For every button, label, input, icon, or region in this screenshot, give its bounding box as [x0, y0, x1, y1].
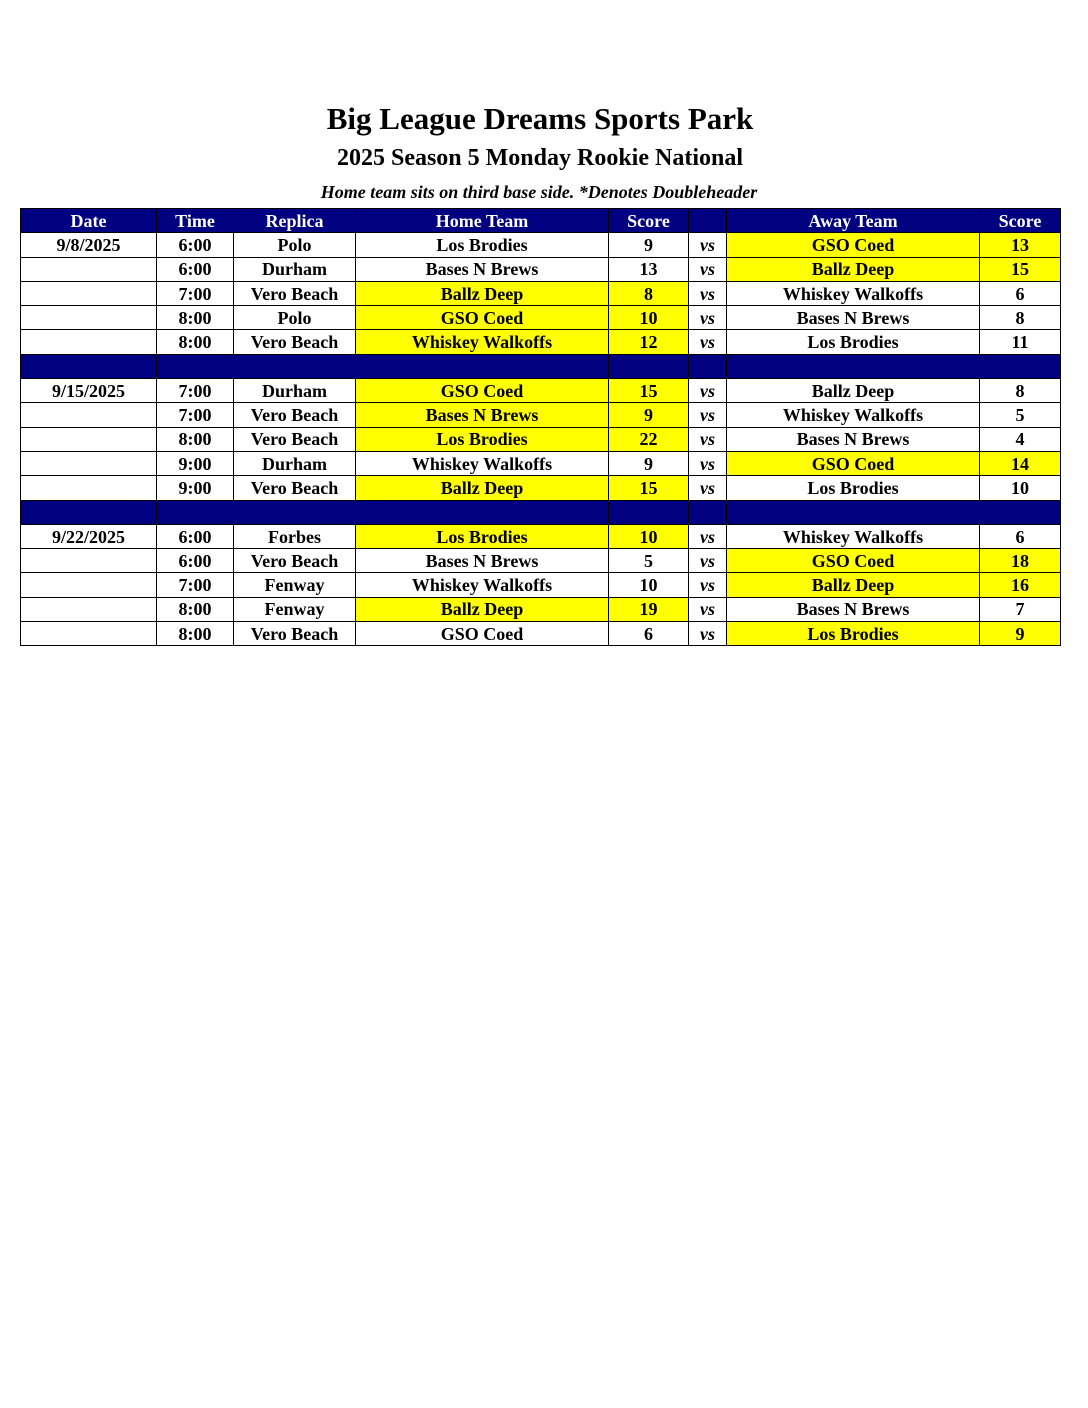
home-score-cell: 15: [609, 379, 689, 403]
vs-cell: vs: [689, 403, 727, 427]
column-header-away-score: Score: [980, 209, 1061, 233]
replica-cell: Vero Beach: [234, 622, 356, 646]
home-team-cell: GSO Coed: [356, 306, 609, 330]
separator-cell: [609, 500, 689, 524]
separator-cell: [234, 354, 356, 378]
home-score-cell: 10: [609, 573, 689, 597]
home-score-cell: 8: [609, 281, 689, 305]
replica-cell: Vero Beach: [234, 476, 356, 500]
vs-cell: vs: [689, 281, 727, 305]
date-cell: 9/22/2025: [21, 524, 157, 548]
away-team-cell: GSO Coed: [727, 233, 980, 257]
away-team-cell: Los Brodies: [727, 476, 980, 500]
separator-cell: [21, 354, 157, 378]
vs-cell: vs: [689, 427, 727, 451]
time-cell: 8:00: [157, 427, 234, 451]
table-row: [21, 549, 1061, 573]
time-cell: 7:00: [157, 379, 234, 403]
away-score-cell: 18: [980, 549, 1061, 573]
column-header-vs: [689, 209, 727, 233]
table-row: [21, 597, 1061, 621]
replica-cell: Polo: [234, 233, 356, 257]
away-score-cell: 9: [980, 622, 1061, 646]
home-score-cell: 10: [609, 306, 689, 330]
date-separator-row: [21, 354, 1061, 378]
vs-cell: vs: [689, 379, 727, 403]
date-cell: 9/15/2025: [21, 379, 157, 403]
vs-cell: vs: [689, 597, 727, 621]
table-row: [21, 451, 1061, 475]
vs-cell: vs: [689, 306, 727, 330]
vs-cell: vs: [689, 451, 727, 475]
away-score-cell: 6: [980, 524, 1061, 548]
date-cell: 9/8/2025: [21, 233, 157, 257]
away-score-cell: 10: [980, 476, 1061, 500]
replica-cell: Durham: [234, 379, 356, 403]
column-header-home-score: Score: [609, 209, 689, 233]
table-row: [21, 281, 1061, 305]
replica-cell: Polo: [234, 306, 356, 330]
away-score-cell: 7: [980, 597, 1061, 621]
time-cell: 7:00: [157, 281, 234, 305]
home-team-cell: Ballz Deep: [356, 597, 609, 621]
date-separator-row: [21, 500, 1061, 524]
home-team-cell: Whiskey Walkoffs: [356, 330, 609, 354]
separator-cell: [727, 354, 980, 378]
home-team-cell: Whiskey Walkoffs: [356, 573, 609, 597]
away-team-cell: Whiskey Walkoffs: [727, 403, 980, 427]
separator-cell: [609, 354, 689, 378]
replica-cell: Vero Beach: [234, 281, 356, 305]
away-team-cell: GSO Coed: [727, 549, 980, 573]
away-score-cell: 8: [980, 306, 1061, 330]
separator-cell: [234, 500, 356, 524]
replica-cell: Fenway: [234, 597, 356, 621]
date-cell: [21, 451, 157, 475]
table-row: [21, 403, 1061, 427]
time-cell: 8:00: [157, 306, 234, 330]
away-team-cell: Ballz Deep: [727, 573, 980, 597]
replica-cell: Forbes: [234, 524, 356, 548]
vs-cell: vs: [689, 573, 727, 597]
schedule-table: [20, 208, 1061, 646]
time-cell: 8:00: [157, 622, 234, 646]
column-header-date: Date: [21, 209, 157, 233]
home-team-cell: Los Brodies: [356, 233, 609, 257]
away-team-cell: Los Brodies: [727, 622, 980, 646]
table-row: [21, 573, 1061, 597]
table-header-row: [21, 209, 1061, 233]
replica-cell: Vero Beach: [234, 427, 356, 451]
home-team-cell: GSO Coed: [356, 379, 609, 403]
separator-cell: [157, 500, 234, 524]
away-score-cell: 5: [980, 403, 1061, 427]
table-row: [21, 330, 1061, 354]
separator-cell: [689, 354, 727, 378]
away-score-cell: 6: [980, 281, 1061, 305]
away-score-cell: 4: [980, 427, 1061, 451]
home-score-cell: 22: [609, 427, 689, 451]
separator-cell: [21, 500, 157, 524]
column-header-home-team: Home Team: [356, 209, 609, 233]
time-cell: 6:00: [157, 549, 234, 573]
vs-cell: vs: [689, 330, 727, 354]
date-cell: [21, 427, 157, 451]
table-row: [21, 233, 1061, 257]
table-row: [21, 379, 1061, 403]
date-cell: [21, 306, 157, 330]
time-cell: 9:00: [157, 451, 234, 475]
home-team-cell: Ballz Deep: [356, 281, 609, 305]
home-score-cell: 13: [609, 257, 689, 281]
table-row: [21, 306, 1061, 330]
column-header-time: Time: [157, 209, 234, 233]
time-cell: 8:00: [157, 330, 234, 354]
time-cell: 7:00: [157, 403, 234, 427]
home-score-cell: 15: [609, 476, 689, 500]
vs-cell: vs: [689, 476, 727, 500]
away-score-cell: 15: [980, 257, 1061, 281]
home-team-cell: Los Brodies: [356, 427, 609, 451]
home-score-cell: 9: [609, 451, 689, 475]
away-score-cell: 14: [980, 451, 1061, 475]
separator-cell: [157, 354, 234, 378]
away-team-cell: Bases N Brews: [727, 427, 980, 451]
replica-cell: Fenway: [234, 573, 356, 597]
away-team-cell: Whiskey Walkoffs: [727, 524, 980, 548]
replica-cell: Vero Beach: [234, 403, 356, 427]
home-score-cell: 19: [609, 597, 689, 621]
schedule-note: Home team sits on third base side. *Denotes Doubleheader: [320, 182, 758, 202]
away-score-cell: 13: [980, 233, 1061, 257]
home-team-cell: Whiskey Walkoffs: [356, 451, 609, 475]
away-score-cell: 8: [980, 379, 1061, 403]
home-score-cell: 10: [609, 524, 689, 548]
home-score-cell: 6: [609, 622, 689, 646]
away-team-cell: Bases N Brews: [727, 306, 980, 330]
schedule-body: [21, 233, 1061, 646]
date-cell: [21, 281, 157, 305]
away-score-cell: 11: [980, 330, 1061, 354]
away-team-cell: Ballz Deep: [727, 379, 980, 403]
time-cell: 6:00: [157, 257, 234, 281]
separator-cell: [727, 500, 980, 524]
time-cell: 6:00: [157, 233, 234, 257]
away-team-cell: GSO Coed: [727, 451, 980, 475]
away-score-cell: 16: [980, 573, 1061, 597]
away-team-cell: Bases N Brews: [727, 597, 980, 621]
column-header-replica: Replica: [234, 209, 356, 233]
separator-cell: [356, 500, 609, 524]
separator-cell: [980, 500, 1061, 524]
home-score-cell: 12: [609, 330, 689, 354]
time-cell: 9:00: [157, 476, 234, 500]
vs-cell: vs: [689, 622, 727, 646]
time-cell: 7:00: [157, 573, 234, 597]
date-cell: [21, 549, 157, 573]
replica-cell: Durham: [234, 257, 356, 281]
table-row: [21, 524, 1061, 548]
replica-cell: Vero Beach: [234, 549, 356, 573]
home-team-cell: Bases N Brews: [356, 257, 609, 281]
time-cell: 6:00: [157, 524, 234, 548]
column-header-away-team: Away Team: [727, 209, 980, 233]
page-subtitle: 2025 Season 5 Monday Rookie National: [336, 145, 744, 171]
home-score-cell: 9: [609, 233, 689, 257]
vs-cell: vs: [689, 524, 727, 548]
page-title: Big League Dreams Sports Park: [326, 101, 754, 136]
table-row: [21, 257, 1061, 281]
date-cell: [21, 330, 157, 354]
date-cell: [21, 573, 157, 597]
time-cell: 8:00: [157, 597, 234, 621]
home-team-cell: GSO Coed: [356, 622, 609, 646]
date-cell: [21, 476, 157, 500]
home-team-cell: Los Brodies: [356, 524, 609, 548]
date-cell: [21, 622, 157, 646]
vs-cell: vs: [689, 549, 727, 573]
separator-cell: [689, 500, 727, 524]
table-row: [21, 622, 1061, 646]
home-score-cell: 5: [609, 549, 689, 573]
date-cell: [21, 597, 157, 621]
separator-cell: [980, 354, 1061, 378]
date-cell: [21, 403, 157, 427]
date-cell: [21, 257, 157, 281]
home-team-cell: Ballz Deep: [356, 476, 609, 500]
separator-cell: [356, 354, 609, 378]
replica-cell: Vero Beach: [234, 330, 356, 354]
away-team-cell: Ballz Deep: [727, 257, 980, 281]
home-team-cell: Bases N Brews: [356, 549, 609, 573]
away-team-cell: Whiskey Walkoffs: [727, 281, 980, 305]
replica-cell: Durham: [234, 451, 356, 475]
home-score-cell: 9: [609, 403, 689, 427]
vs-cell: vs: [689, 257, 727, 281]
table-row: [21, 476, 1061, 500]
home-team-cell: Bases N Brews: [356, 403, 609, 427]
vs-cell: vs: [689, 233, 727, 257]
table-row: [21, 427, 1061, 451]
away-team-cell: Los Brodies: [727, 330, 980, 354]
